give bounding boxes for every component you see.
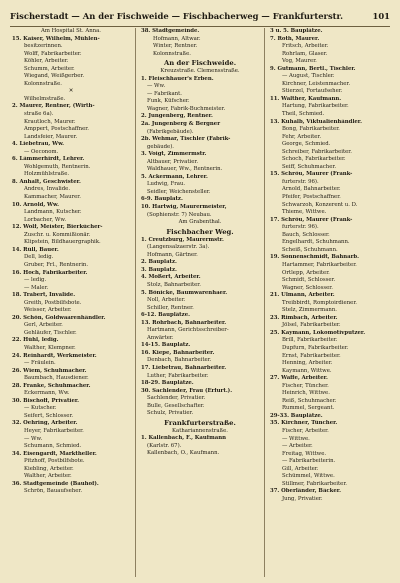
continuation-line: Kiebling, Arbeiter. <box>24 465 74 472</box>
continuation-line: Wolff, Fabrikarbeiter. <box>24 50 82 57</box>
continuation-line: Winter, Rentner. <box>153 43 198 50</box>
entry-line: 6-12. Bauplätze. <box>141 312 190 319</box>
cross-street-note: ✕ <box>68 88 74 95</box>
columns <box>10 28 390 577</box>
continuation-line: Schmidt, Schlosser. <box>282 277 336 284</box>
entry-line: 2a. Jungenberg & Bergner <box>141 121 221 128</box>
continuation-line: Holzmühlstraße. <box>24 171 70 178</box>
entry-line: 13. Kuhalb, Viktualienhändler. <box>270 118 362 125</box>
entry-line: 5. Ackermann, Lehrer. <box>141 173 208 180</box>
entry-line: 6-9. Bauplatz. <box>141 196 183 203</box>
cross-street-note: Am Hospital St. Anna. <box>41 28 101 34</box>
continuation-line: Fritsch, Arbeiter. <box>282 43 329 50</box>
continuation-line: Ortlepp, Arbeiter. <box>282 269 330 276</box>
continuation-line: — Ww. <box>24 435 43 442</box>
continuation-line: — Fräulein. <box>24 360 56 367</box>
running-title: Fischerstadt — An der Fischweide — Fischbacherweg — Frankfurterstr. <box>10 11 344 21</box>
street-heading: Frankfurterstraße. <box>164 418 236 427</box>
entry-line: 1. Kallenbach, F., Kaufmann <box>141 435 226 442</box>
continuation-line: Greith, Postbilfsbote. <box>24 299 82 306</box>
entry-line: 37. Oberländer, Bäcker. <box>270 488 341 495</box>
entry-line: 7. Roth, Maurer. <box>270 35 320 42</box>
continuation-line: Denbach, Bahnarbeiter. <box>147 357 212 364</box>
entry-line: 27. Waffe, Arbeiter. <box>270 375 328 382</box>
continuation-line: Bong, Fabrikarbeiter. <box>282 126 340 133</box>
entry-line: 1. Creutzburg, Maurermstr. <box>141 236 224 243</box>
column-2 <box>135 28 261 577</box>
entry-line: 17. Liebetrau, Bahnarbeiter. <box>141 364 227 371</box>
continuation-line: furterstr. 96). <box>282 224 319 231</box>
continuation-line: besitzerinnen. <box>24 43 63 50</box>
entry-line: 32. Oehring, Arbeiter. <box>12 420 78 427</box>
continuation-line: Krautloch, Maurer. <box>24 118 76 125</box>
continuation-line: Schumm, Arbeiter. <box>24 65 75 72</box>
continuation-line: Weisser, Arbeiter. <box>24 307 72 314</box>
continuation-line: Jölsel, Fabrikarbeiter. <box>282 322 341 329</box>
continuation-line: Hofmann, Gärtner. <box>147 251 198 258</box>
cross-street-note: Am Grabenthal. <box>178 219 222 226</box>
continuation-line: Seidler, Weichensteller. <box>147 188 211 195</box>
entry-line: 30. Sachlender, Frau (Erfurt.). <box>141 387 233 394</box>
continuation-line: Lorbacher, Ww. <box>24 216 67 223</box>
entry-line: 28. Franke, Schuhmacher. <box>12 382 91 389</box>
entry-line: 38. Stadtgemeinde. <box>141 28 200 34</box>
street-heading: Fischbacher Weg. <box>166 227 234 236</box>
continuation-line: Schrön, Bauaufseher. <box>24 488 83 495</box>
entry-line: 16. Kiepe, Bahnarbeiter. <box>141 349 215 356</box>
continuation-line: — Arbeiter. <box>282 443 313 450</box>
continuation-line: (Langensalzaerstr. 3a). <box>147 244 210 251</box>
continuation-line: Seiff, Schuhmacher. <box>282 163 337 170</box>
continuation-line: Walther, Arbeiter. <box>24 473 72 480</box>
continuation-line: Jung, Privatier. <box>282 495 323 502</box>
continuation-line: Schreiber, Fabrikarbeiter. <box>282 148 352 155</box>
entry-line: 15. Kaiser, Wilhelm, Mühlen- <box>12 35 100 42</box>
continuation-line: Wagner, Schlosser. <box>282 284 333 291</box>
entry-line: 15. Schröu, Maurer (Frank- <box>270 171 353 178</box>
entry-line: 30. Bischoff, Privatier. <box>12 397 80 404</box>
entry-line: 14-15. Bauplatz. <box>141 342 191 349</box>
entry-line: 23. Rimbach, Arbeiter. <box>270 314 338 321</box>
entry-line: 5. Bönicke, Baumwarenhaer. <box>141 289 228 296</box>
continuation-line: Thieme, Wittwe. <box>282 209 327 216</box>
entry-line: 25. Kaymann, Lokomotivputzer. <box>270 329 366 336</box>
continuation-line: Rohrlam, Glaser. <box>282 50 328 57</box>
continuation-line: Hartung, Fabrikarbeiter. <box>282 103 349 110</box>
continuation-line: Landmann, Kutscher. <box>24 209 82 216</box>
continuation-line: Schiller, Rentner. <box>147 304 194 311</box>
continuation-line: Stillmer, Fabrikarbeiter. <box>282 480 347 487</box>
continuation-line: Scheiß, Schuhmann. <box>282 246 338 253</box>
entry-line: 18-29. Bauplätze. <box>141 380 194 387</box>
continuation-line: Kammacher, Maurer. <box>24 194 81 201</box>
continuation-line: Seifert, Schlosser. <box>24 412 74 419</box>
entry-line: 6. Lämmerhirdt, Lehrer. <box>12 156 85 163</box>
continuation-line: — Oeconom. <box>24 148 59 155</box>
entry-line: 18. Trabert, Invalide. <box>12 292 76 299</box>
entry-line: 35. Kirchner, Tüncher. <box>270 420 338 427</box>
entry-line: 22. Hühl, ledig. <box>12 337 59 344</box>
continuation-line: Wagner, Fabrik-Buchmeister. <box>147 105 226 112</box>
continuation-line: Theil, Schmied. <box>282 111 325 118</box>
continuation-line: Dupfurn, Fabrikarbeiter. <box>282 344 349 351</box>
continuation-line: Hartmann, Gerichtsschreiber- <box>147 327 229 334</box>
continuation-line: Stierzel, Fortaufseher. <box>282 88 343 95</box>
entry-line: 10. Arnold, Ww. <box>12 201 59 208</box>
column-1 <box>10 28 132 577</box>
cross-street-note: Kreuzstraße. Clemensstraße. <box>160 68 240 75</box>
entry-line: 13. Rohrbach, Bahnarbeiter. <box>141 319 227 326</box>
continuation-line: Kallenbach, O., Kaufmann. <box>147 450 220 457</box>
continuation-line: Kolonnstraße. <box>153 50 191 57</box>
entry-line: 3 u. 5. Bauplätze. <box>270 28 323 34</box>
column-3 <box>264 28 390 577</box>
continuation-line: Bulle, Gesellschafter. <box>147 402 205 409</box>
continuation-line: — Wittwe. <box>282 435 310 442</box>
continuation-line: Eckermann, Ww. <box>24 390 70 397</box>
entry-line: 9. Gutmann, Bertl., Tischler. <box>270 65 356 72</box>
continuation-line: Kaymann, Wittwe. <box>282 367 332 374</box>
continuation-line: Heinrich, Wittwe. <box>282 390 330 397</box>
continuation-line: Stelz, Zimmermann. <box>282 307 338 314</box>
entry-line: 11. Walther, Kaufmann. <box>270 95 342 102</box>
entry-line: 17. Schröu, Maurer (Frank- <box>270 216 353 223</box>
continuation-line: straße 6a). <box>24 111 54 118</box>
continuation-line: Walther, Klempner. <box>24 344 76 351</box>
continuation-line: Hofmann, Altwar. <box>153 35 201 42</box>
continuation-line: Landsfeier, Maurer. <box>24 133 78 140</box>
continuation-line: Ludwig, Frau. <box>147 181 186 188</box>
continuation-line: Amppert, Postschaffner. <box>24 126 89 133</box>
entry-line: 4. Liebetrau, Ww. <box>12 141 65 148</box>
continuation-line: — Ww. <box>147 83 166 90</box>
continuation-line: Engelhardt, Schuhmann. <box>282 239 350 246</box>
entry-line: 34. Eisengardt, Marktheller. <box>12 450 97 457</box>
entry-line: 3. Bauplatz. <box>141 266 177 273</box>
entry-line: 14. Rüll, Bauer. <box>12 246 59 253</box>
continuation-line: Zuschr. u. Kommißionär. <box>24 231 91 238</box>
continuation-line: Wohlgemuth, Rentnerin. <box>24 163 91 170</box>
continuation-line: Altbauer, Privatier. <box>147 158 199 165</box>
entry-line: 29-33. Bauplätze. <box>270 412 323 419</box>
continuation-line: Noll, Arbeiter. <box>147 297 186 304</box>
continuation-line: Fehr, Arbeiter. <box>282 133 322 140</box>
continuation-line: (Sophienstr. 7) Neubau. <box>147 211 212 218</box>
continuation-line: Sachlender, Privatier. <box>147 395 206 402</box>
entry-line: 2. Jungenberg, Rentner. <box>141 113 213 120</box>
continuation-line: Henning, Arbeiter. <box>282 360 333 367</box>
continuation-line: — Kutscher. <box>24 405 57 412</box>
continuation-line: — August, Tischler. <box>282 73 335 80</box>
continuation-line: Vog, Maurer. <box>282 58 317 65</box>
continuation-line: Anwärter. <box>147 334 174 341</box>
entry-line: 24. Reinhardt, Werkmeister. <box>12 352 97 359</box>
continuation-line: Gerl, Arbeiter. <box>24 322 63 329</box>
continuation-line: Wilhelmstraße. <box>24 95 66 102</box>
continuation-line: Klipstein, Bildhauergraphik. <box>24 239 101 246</box>
entry-line: 19. Sonnenschmidt, Bahnarb. <box>270 254 360 261</box>
entry-line: 2b. Wehmar, Tischler (Fabrik- <box>141 136 231 143</box>
continuation-line: Schoch, Fabrikarbeiter. <box>282 156 346 163</box>
continuation-line: — Fabrikant. <box>147 90 182 97</box>
continuation-line: Waldhauer, Ww., Rentnerin. <box>147 166 223 173</box>
continuation-line: Schwarzoh, Konzerent u. D. <box>282 201 358 208</box>
entry-line: 1. Fleischhauer's Erben. <box>141 75 214 82</box>
continuation-line: Köhler, Arbeiter. <box>24 58 69 65</box>
continuation-line: Stolz, Bahnarbeiter. <box>147 281 201 288</box>
continuation-line: Funk, Küfscher. <box>147 98 190 105</box>
continuation-line: Pitzhoff, Postbilfsbote. <box>24 458 85 465</box>
continuation-line: Ernst, Fabrikarbeiter. <box>282 352 341 359</box>
street-heading: An der Fischweide. <box>163 59 237 68</box>
continuation-line: Arnold, Bahnarbeiter. <box>282 186 341 193</box>
continuation-line: Hartammer, Fabrikarbeiter. <box>282 261 357 268</box>
entry-line: 10. Hartwig, Maurermeister, <box>141 204 227 211</box>
continuation-line: Gruber, Frl., Rentnerin. <box>24 261 89 268</box>
continuation-line: Dell, ledig. <box>24 254 54 261</box>
continuation-line: Bauch, Schlosser. <box>282 231 330 238</box>
continuation-line: Schümmel, Wittwe. <box>282 473 335 480</box>
continuation-line: Pfeifer, Postschaffner. <box>282 194 341 201</box>
page-number: 101 <box>372 11 390 21</box>
entry-line: 20. Schön, Goldwaarenhändler. <box>12 314 106 321</box>
continuation-line: gebäude). <box>147 143 174 150</box>
continuation-line: Luther, Fabrikarbeiter. <box>147 372 209 379</box>
continuation-line: (Karlstr. 67). <box>147 442 182 449</box>
entry-line: 3. Voigt, Zimmermstr. <box>141 151 207 158</box>
entry-line: 2. Bauplatz. <box>141 259 177 266</box>
continuation-line: Rummel, Sergeant. <box>282 405 335 412</box>
continuation-line: Andres, Invalide. <box>24 186 71 193</box>
entry-line: 36. Stadtgemeinde (Bauhof). <box>12 480 99 487</box>
continuation-line: — Maler. <box>24 284 49 291</box>
entry-line: 21. Ulmann, Arbeiter. <box>270 292 335 299</box>
entry-line: 12. Wolf, Meister, Bierkücher- <box>12 224 103 231</box>
continuation-line: Baumbach, Hausdiener. <box>24 375 89 382</box>
entry-line: 8. Anhalt, Geschwister. <box>12 178 81 185</box>
continuation-line: Fischer, Tüncher. <box>282 382 329 389</box>
continuation-line: furterstr. 96). <box>282 178 319 185</box>
continuation-line: Treibbirdt, Romptoirdiener. <box>282 299 357 306</box>
continuation-line: Gehläufer, Tischler. <box>24 329 77 336</box>
continuation-line: George, Schmied. <box>282 141 331 148</box>
continuation-line: Wiegand, Weißgerber. <box>24 73 85 80</box>
continuation-line: Fischer, Arbeiter. <box>282 427 329 434</box>
entry-line: 4. Moßert, Arbeiter. <box>141 274 201 281</box>
continuation-line: Schulz, Privatier. <box>147 410 194 417</box>
page-header <box>10 8 390 27</box>
continuation-line: — Fabrikarbeiterin. <box>282 458 336 465</box>
entry-line: 2. Maurer, Rentner, (Wirth- <box>12 103 95 110</box>
continuation-line: Kirchner, Leistenmacher. <box>282 80 351 87</box>
entry-line: 16. Hoch, Fabrikarbeiter. <box>12 269 88 276</box>
continuation-line: Schumann, Schmied. <box>24 443 82 450</box>
continuation-line: — ledig. <box>24 277 47 284</box>
continuation-line: Brill, Fabrikarbeiter. <box>282 337 338 344</box>
continuation-line: (Fabrikgebäude). <box>147 128 194 135</box>
entry-line: 26. Wiem, Schuhmacher. <box>12 367 87 374</box>
continuation-line: Gill, Arbeiter. <box>282 465 319 472</box>
continuation-line: Kolonnstraße. <box>24 80 62 87</box>
continuation-line: Reiß, Schuhmacher. <box>282 397 337 404</box>
continuation-line: Heyer, Fabrikarbeiter. <box>24 427 84 434</box>
continuation-line: Freitag, Wittwe. <box>282 450 327 457</box>
cross-street-note: Kathariannenstraße. <box>172 427 228 434</box>
